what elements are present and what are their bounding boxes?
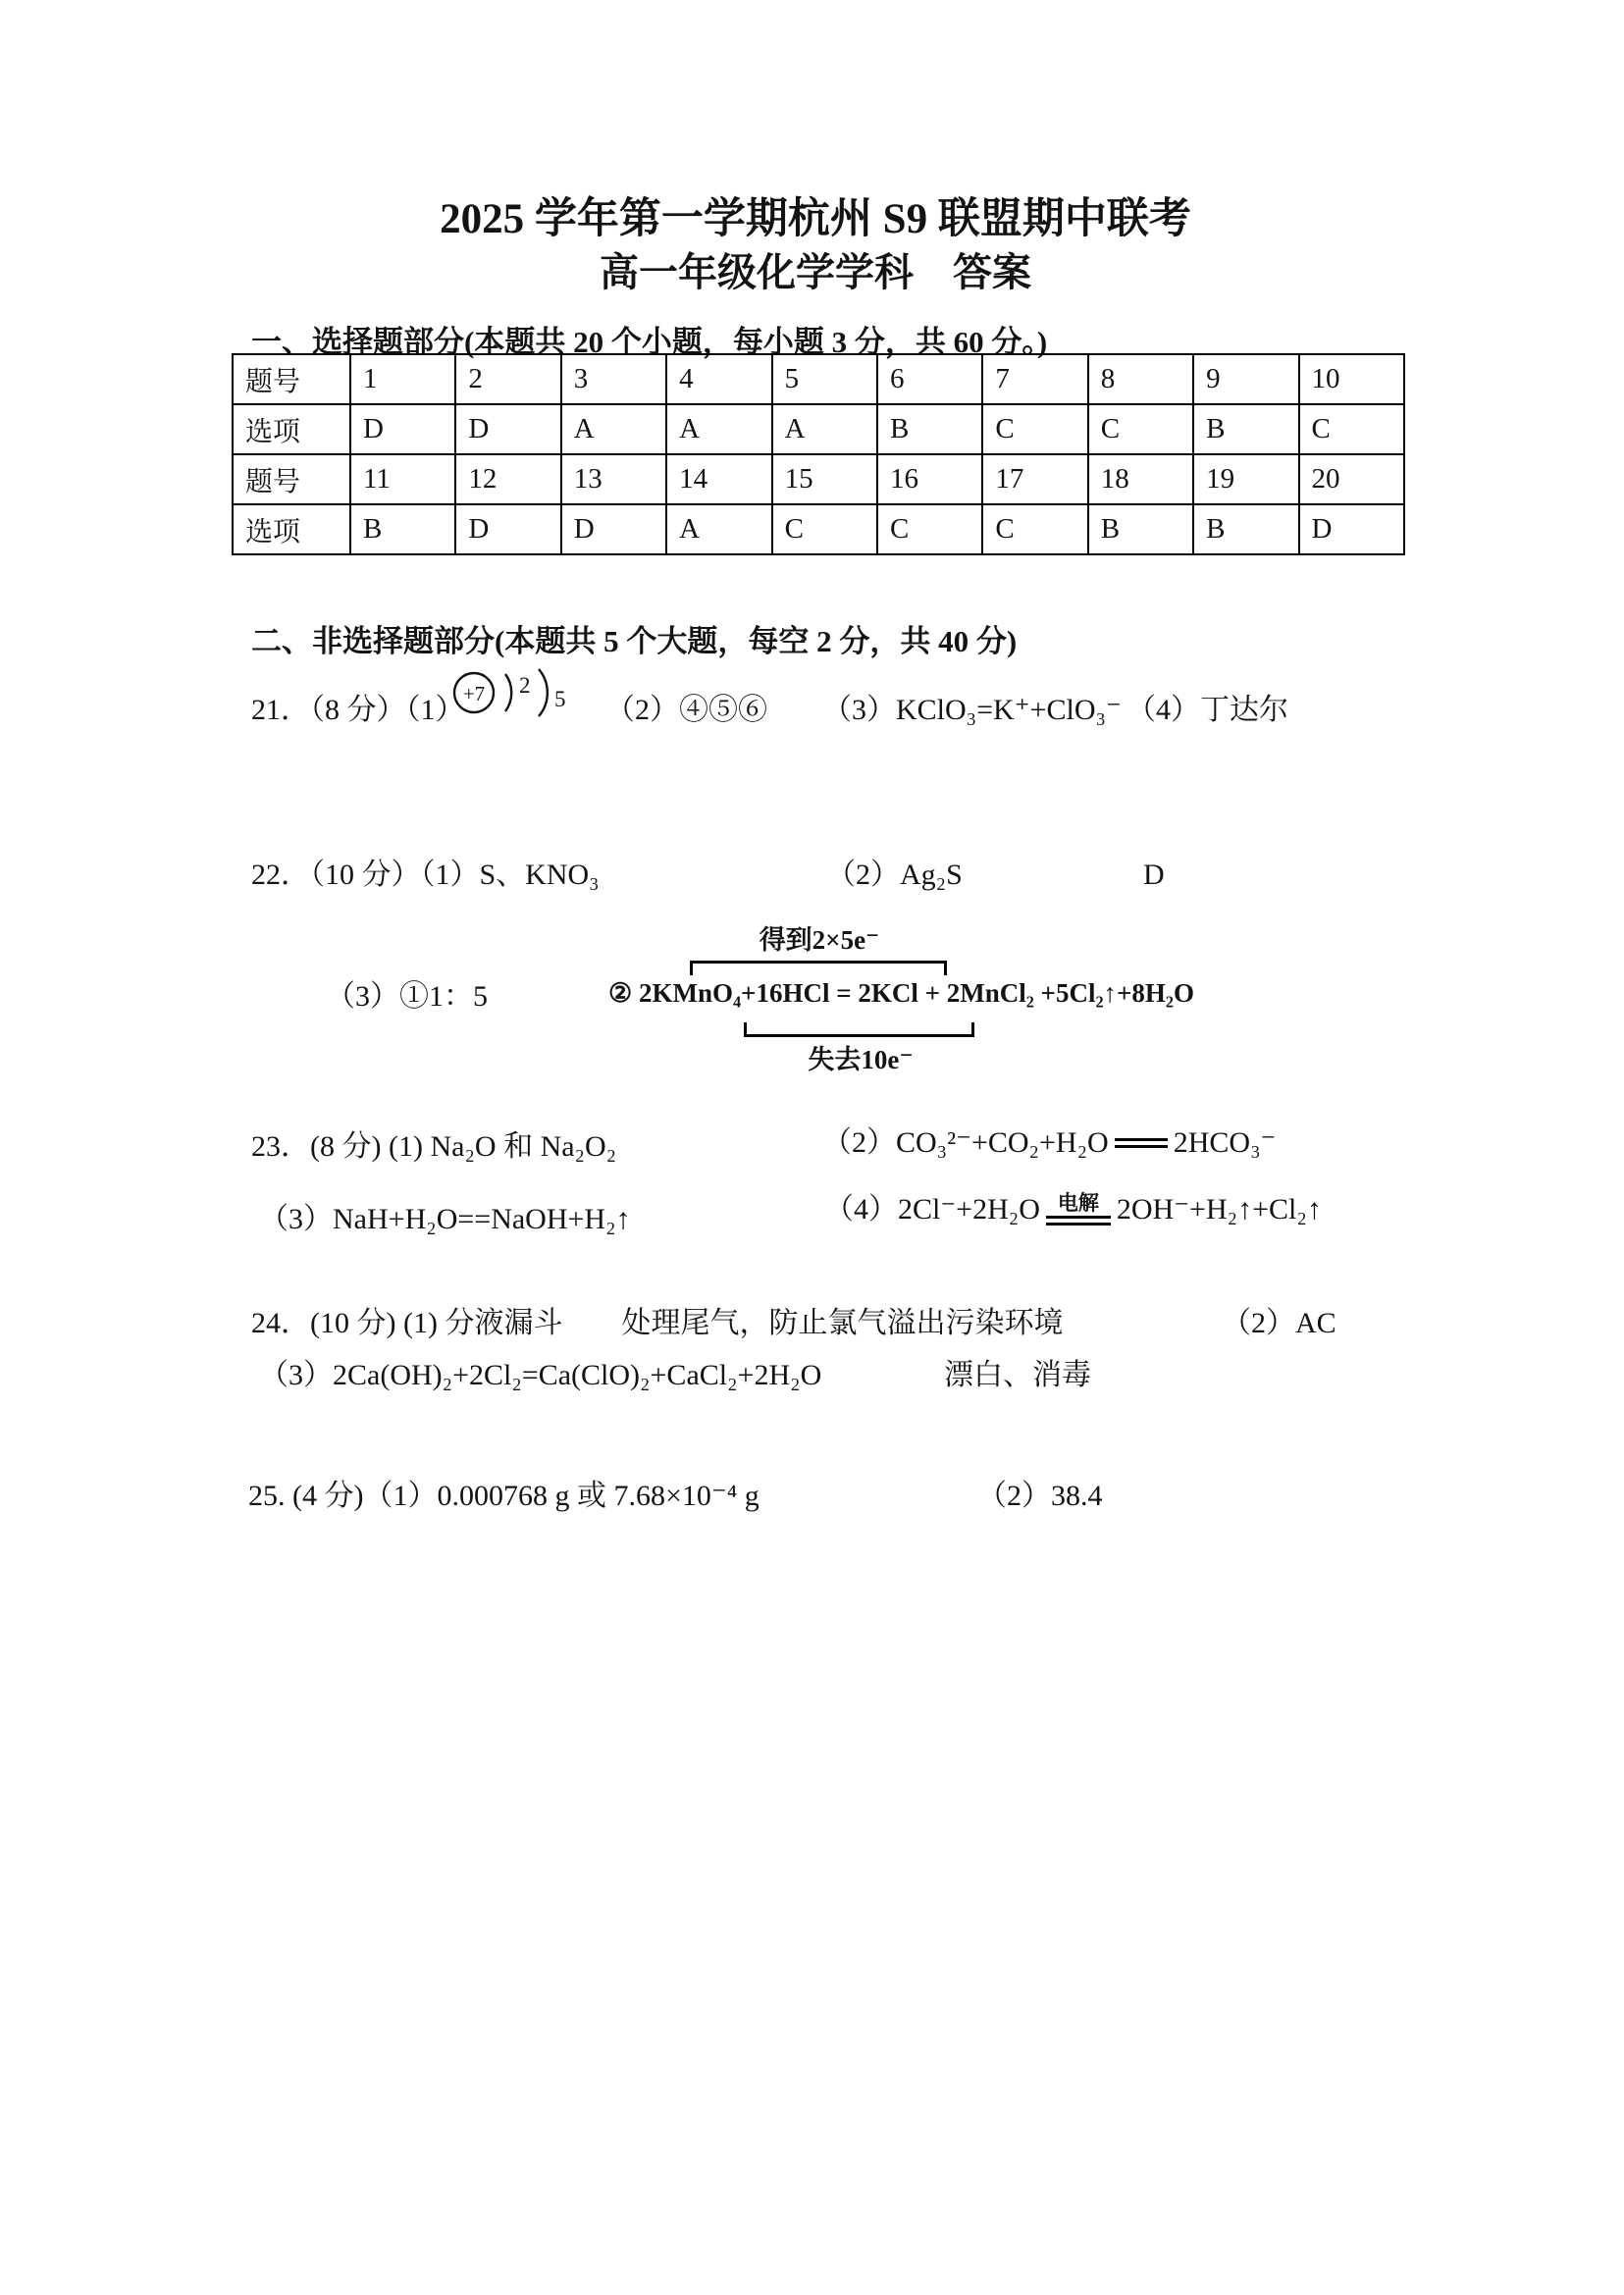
q22-part2-answer: （2）Ag₂S <box>826 859 963 891</box>
q21-part2-answer: （2）④⑤⑥ <box>605 694 767 726</box>
q22-part2b-answer: D <box>1143 859 1165 891</box>
question-number-cell: 15 <box>772 454 877 504</box>
question-number-cell: 12 <box>455 454 560 504</box>
answer-table-row <box>233 454 1404 504</box>
atomic-structure-diagram <box>446 646 584 739</box>
long-equals-line <box>1115 1138 1168 1148</box>
answer-table-row <box>233 504 1404 554</box>
redox-equation: ② 2KMnO₄+16HCl = 2KCl + 2MnCl₂ +5Cl₂↑+8H₂O <box>608 978 1195 1008</box>
q23-part4-answer <box>824 1191 1322 1228</box>
question-number-cell: 5 <box>772 354 877 404</box>
q24-part2-answer: （2）AC <box>1222 1307 1336 1339</box>
gain-electron-bracket <box>690 961 947 975</box>
q22-part1-answer: 22．（10 分）（1）S、KNO₃ <box>251 859 600 891</box>
question-number-cell: 17 <box>982 454 1087 504</box>
lose-electron-bracket <box>744 1022 974 1037</box>
question-number-cell: 4 <box>666 354 771 404</box>
answer-option-cell: C <box>982 404 1087 454</box>
row-header-cell: 选项 <box>233 504 350 554</box>
outer-shell-count: 5 <box>554 687 566 711</box>
question-number-cell: 6 <box>877 354 982 404</box>
answer-option-cell: C <box>1299 404 1404 454</box>
document-title: 2025 学年第一学期杭州 S9 联盟期中联考 <box>440 196 1191 242</box>
question-number-cell: 11 <box>350 454 455 504</box>
row-header-cell: 选项 <box>233 404 350 454</box>
question-number-cell: 8 <box>1088 354 1193 404</box>
answer-option-cell: C <box>982 504 1087 554</box>
answer-option-cell: A <box>772 404 877 454</box>
q21-part4-answer: （4）丁达尔 <box>1126 694 1288 726</box>
long-equals-line <box>1046 1216 1111 1226</box>
answer-table-row <box>233 404 1404 454</box>
question-number-cell: 1 <box>350 354 455 404</box>
answer-table-row <box>233 354 1404 404</box>
row-header-cell: 题号 <box>233 354 350 404</box>
answer-option-cell: B <box>877 404 982 454</box>
question-number-cell: 10 <box>1299 354 1404 404</box>
question-number-cell: 18 <box>1088 454 1193 504</box>
q22-part3-answer: （3）①1：5 <box>326 980 488 1013</box>
answer-option-cell: D <box>455 504 560 554</box>
question-number-cell: 16 <box>877 454 982 504</box>
q23-part4-left: （4）2Cl⁻+2H₂O <box>824 1193 1040 1226</box>
electrolysis-label: 电解 <box>1057 1191 1099 1216</box>
q23-part3-answer: （3）NaH+H₂O==NaOH+H₂↑ <box>259 1203 631 1235</box>
document-subtitle: 高一年级化学学科 答案 <box>600 250 1031 294</box>
q23-part2-left: （2）CO₃²⁻+CO₂+H₂O <box>822 1126 1109 1159</box>
nucleus-charge-label: +7 <box>462 682 486 705</box>
question-number-cell: 2 <box>455 354 560 404</box>
q24-part1-blank2: 处理尾气，防止氯气溢出污染环境 <box>621 1307 1064 1339</box>
q23-part2-right: 2HCO₃⁻ <box>1173 1126 1277 1159</box>
q23-part2-answer <box>822 1124 1276 1162</box>
answer-option-cell: A <box>666 504 771 554</box>
q24-part1-blank1: 24．(10 分) (1) 分液漏斗 <box>251 1307 563 1339</box>
question-number-cell: 9 <box>1193 354 1298 404</box>
question-number-cell: 13 <box>561 454 666 504</box>
q23-part4-right: 2OH⁻+H₂↑+Cl₂↑ <box>1116 1193 1322 1226</box>
outer-shell-arc <box>539 669 548 716</box>
answer-option-cell: C <box>1088 404 1193 454</box>
q24-part3-equation: （3）2Ca(OH)₂+2Cl₂=Ca(ClO)₂+CaCl₂+2H₂O <box>259 1359 822 1391</box>
electrolysis-condition <box>1046 1193 1111 1226</box>
inner-shell-count: 2 <box>519 673 531 698</box>
q25-part2-answer: （2）38.4 <box>977 1480 1103 1512</box>
q23-part1-answer: 23．(8 分) (1) Na₂O 和 Na₂O₂ <box>251 1130 617 1163</box>
inner-shell-arc <box>505 674 511 711</box>
section2-heading: 二、非选择题部分(本题共 5 个大题，每空 2 分，共 40 分) <box>251 624 1018 658</box>
row-header-cell: 题号 <box>233 454 350 504</box>
answer-option-cell: B <box>350 504 455 554</box>
gain-electrons-label: 得到2×5e⁻ <box>759 925 880 955</box>
answer-option-cell: B <box>1193 504 1298 554</box>
q21-prefix: 21．（8 分）（1） <box>251 694 465 726</box>
question-number-cell: 20 <box>1299 454 1404 504</box>
answer-option-cell: B <box>1088 504 1193 554</box>
lose-electrons-label: 失去10e⁻ <box>808 1045 914 1074</box>
answer-option-cell: C <box>877 504 982 554</box>
answer-option-cell: D <box>455 404 560 454</box>
section1-heading: 一、选择题部分(本题共 20 个小题，每小题 3 分，共 60 分。) <box>251 325 1048 359</box>
answer-table <box>232 353 1405 555</box>
question-number-cell: 7 <box>982 354 1087 404</box>
q24-part1-answer <box>251 1305 1063 1342</box>
answer-option-cell: D <box>350 404 455 454</box>
q21-part3-answer: （3）KClO₃=K⁺+ClO₃⁻ <box>822 694 1122 726</box>
q25-part1-answer: 25. (4 分)（1）0.000768 g 或 7.68×10⁻⁴ g <box>248 1480 760 1512</box>
answer-option-cell: D <box>561 504 666 554</box>
answer-option-cell: C <box>772 504 877 554</box>
answer-option-cell: A <box>666 404 771 454</box>
question-number-cell: 19 <box>1193 454 1298 504</box>
answer-option-cell: A <box>561 404 666 454</box>
question-number-cell: 14 <box>666 454 771 504</box>
answer-option-cell: B <box>1193 404 1298 454</box>
q24-part3-use-answer: 漂白、消毒 <box>944 1359 1091 1391</box>
answer-option-cell: D <box>1299 504 1404 554</box>
question-number-cell: 3 <box>561 354 666 404</box>
